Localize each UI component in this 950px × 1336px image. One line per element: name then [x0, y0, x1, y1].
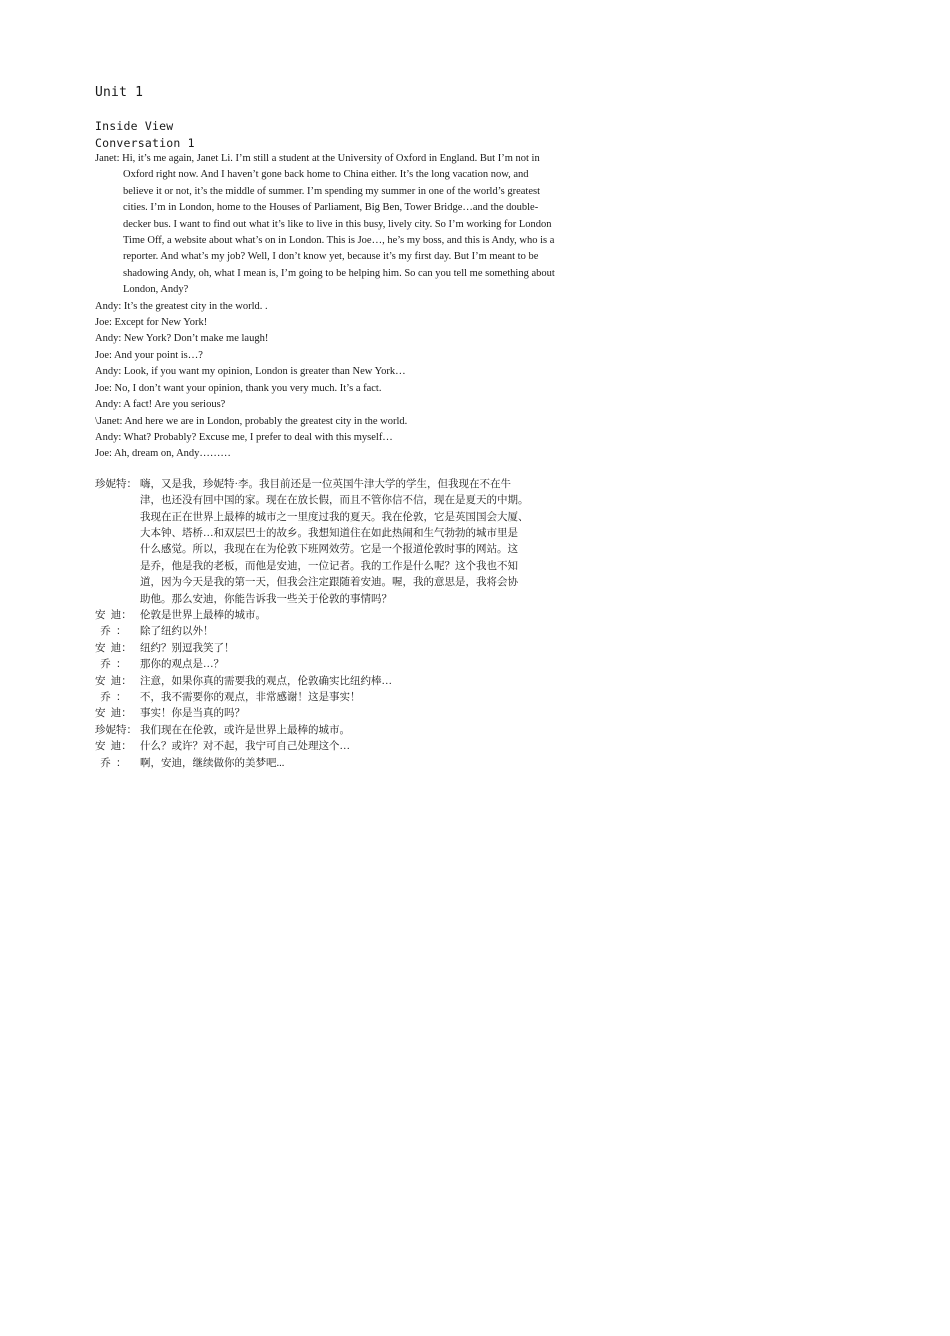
- speaker-label: 乔 ：: [95, 757, 127, 769]
- translation-line: [95, 739, 555, 755]
- translation-line: [95, 674, 555, 690]
- translation-text: 不，我不需要你的观点，非常感谢！这是事实！: [140, 692, 361, 703]
- translation-line: [95, 756, 555, 772]
- translation-text: 纽约？别逗我笑了！: [140, 642, 235, 654]
- translation-text-line: 助他。那么安迪，你能告诉我一些关于伦敦的事情吗？: [140, 593, 392, 605]
- translation-line: [95, 690, 555, 706]
- translation-text: 注意，如果你真的需要我的观点，伦敦确实比纽约棒…: [140, 675, 392, 687]
- translation-text: 那你的观点是…？: [140, 659, 224, 671]
- dialog-line: \Janet: And here we are in London, probably the greatest city in the world.: [95, 415, 408, 427]
- translation-line: [95, 608, 555, 624]
- translation-line: [95, 706, 555, 722]
- translation-text-line: 津，也还没有回中国的家。现在在放长假，而且不管你信不信，现在是夏天的中期。: [140, 495, 529, 507]
- translation-line: [95, 657, 555, 673]
- speaker-label: 珍妮特：: [95, 724, 137, 736]
- translation-text-line: 什么感觉。所以，我现在在为伦敦下班网效劳。它是一个报道伦敦时事的网站。这: [140, 544, 518, 556]
- section-title: Inside View: [95, 119, 174, 133]
- chinese-dialog: [95, 477, 555, 772]
- translation-text: 除了纽约以外！: [140, 626, 214, 638]
- translation-text: 什么？或许？对不起，我宁可自己处理这个…: [140, 741, 350, 753]
- speaker-label: 安 迪：: [95, 741, 132, 753]
- speaker-label: 珍妮特：: [95, 478, 137, 490]
- dialog-line: Andy: A fact! Are you serious?: [95, 399, 226, 411]
- speaker-label: 乔 ：: [95, 626, 127, 638]
- section-spacer: [95, 463, 555, 477]
- translation-text: [140, 477, 555, 608]
- speaker-label: 安 迪：: [95, 642, 132, 654]
- dialog-line: Joe: Ah, dream on, Andy………: [95, 448, 231, 460]
- dialog-line: Joe: No, I don’t want your opinion, thank you very much. It’s a fact.: [95, 382, 382, 394]
- translation-text: 伦敦是世界上最棒的城市。: [140, 609, 266, 621]
- translation-text: 啊，安迪，继续做你的美梦吧...: [140, 757, 285, 769]
- dialog-line: Joe: Except for New York!: [95, 317, 208, 329]
- translation-line: [95, 624, 555, 640]
- unit-title: Unit 1: [95, 85, 144, 100]
- translation-text-line: 大本钟、塔桥…和双层巴士的故乡。我想知道住在如此热闹和生气勃勃的城市里是: [140, 527, 518, 539]
- dialog-line: Andy: Look, if you want my opinion, London is greater than New York…: [95, 366, 406, 378]
- speaker-label: 安 迪：: [95, 675, 132, 687]
- translation-line: [95, 641, 555, 657]
- speaker-label: 安 迪：: [95, 708, 132, 720]
- translation-text-line: 嗨，又是我，珍妮特·李。我目前还是一位英国牛津大学的学生，但我现在不在牛: [140, 478, 511, 490]
- dialog-line: Andy: New York? Don’t make me laugh!: [95, 333, 269, 345]
- translation-text-line: 我现在正在世界上最棒的城市之一里度过我的夏天。我在伦敦，它是英国国会大厦、: [140, 511, 529, 523]
- english-dialog: [95, 151, 558, 463]
- speaker-label: 安 迪：: [95, 609, 132, 621]
- dialog-line: Andy: What? Probably? Excuse me, I prefer to deal with this myself…: [95, 431, 393, 443]
- translation-line: [95, 723, 555, 739]
- translation-text-line: 是乔，他是我的老板，而他是安迪，一位记者。我的工作是什么呢？这个我也不知: [140, 560, 518, 572]
- dialog-line: Janet: Hi, it’s me again, Janet Li. I’m still a student at the University of Oxford in England. But I’m not in Oxford right now. And I haven’t gone back home to China either. It’s the long vacation now, and believe it or not, it’s the middle of summer. I’m spending my summer in one of the world’s greatest cities. I’m in London, home to the Houses of Parliament, Big Ben, Tower Bridge…and the double-decker bus. I want to find out what it’s like to live in this busy, lively city. So I’m working for London Time Off, a website about what’s on in London. This is Joe…, he’s my boss, and this is Andy, who is a reporter. And what’s my job? Well, I don’t know yet, because it’s my first day. But I’m meant to be shadowing Andy, oh, what I mean is, I’m going to be helping him. So can you tell me something about London, Andy?: [95, 153, 558, 296]
- dialog-line: Joe: And your point is…?: [95, 349, 203, 361]
- speaker-label: 乔 ：: [95, 659, 127, 671]
- dialog-line: Andy: It’s the greatest city in the world. .: [95, 300, 268, 312]
- translation-text: 事实！你是当真的吗？: [140, 708, 245, 720]
- document-page: [95, 84, 558, 772]
- translation-line: [95, 477, 555, 608]
- conversation-title: Conversation 1: [95, 135, 195, 150]
- translation-text-line: 道，因为今天是我的第一天，但我会注定跟随着安迪。喔，我的意思是，我将会协: [140, 577, 518, 589]
- speaker-label: 乔 ：: [95, 692, 127, 703]
- translation-text: 我们现在在伦敦，或许是世界上最棒的城市。: [140, 724, 350, 736]
